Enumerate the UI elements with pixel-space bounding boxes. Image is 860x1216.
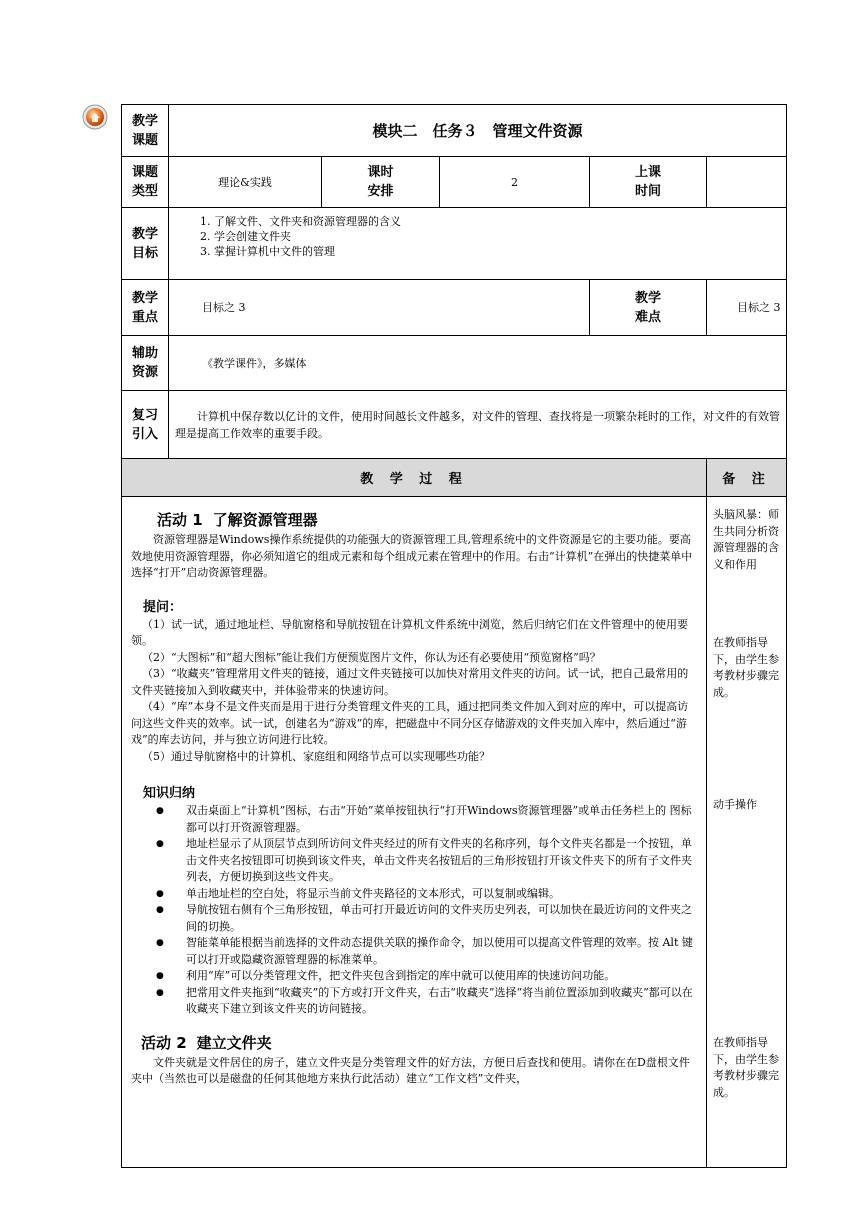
note-item: 动手操作 <box>713 798 757 811</box>
activity-1-intro: 资源管理器是Windows操作系统提供的功能强大的资源管理工具,管理系统中的文件资源是它的主要功能。要高效地使用资源管理器，你必须知道它的组成元素和每个组成元素在管理中的作用。右击“计算机”在弹出的快捷菜单中选择“打开”启动资源管理器。 <box>131 533 693 579</box>
goal-item: 2. 学会创建文件夹 <box>200 230 291 243</box>
bullet-dot-icon: ● <box>156 987 164 998</box>
knowledge-item: ● 地址栏显示了从顶层节点到所访问文件夹经过的所有文件夹的名称序列，每个文件夹名都是一个按钮，单击文件夹名按钮即可切换到该文件夹，单击文件夹名按钮后的三角形按钮打开该文件夹下的所有子文件夹列表，方便切换到这些文件夹。 <box>156 837 692 883</box>
bullet-dot-icon: ● <box>156 938 164 948</box>
hours-value: 2 <box>440 157 590 208</box>
goals-cell <box>169 208 787 280</box>
notes-header: 备 注 <box>707 459 787 497</box>
knowledge-item: ● 利用“库”可以分类管理文件，把文件夹包含到指定的库中就可以使用库的快速访问功能。 <box>131 968 697 985</box>
note-item: 头脑风暴：师生共同分析资源管理器的含义和作用 <box>713 508 779 571</box>
question-item: （2）“大图标”和“超大图标”能让我们方便预览图片文件，你认为还有必要使用“预览窗格”吗？ <box>142 650 601 664</box>
bullet-dot-icon: ● <box>156 806 164 816</box>
knowledge-item: ● 智能菜单能根据当前选择的文件动态提供关联的操作命令，加以使用可以提高文件管理的效率。按 Alt 键可以打开或隐藏资源管理器的标准菜单。 <box>156 936 693 966</box>
knowledge-item: ● 双击桌面上“计算机”图标，右击“开始”菜单按钮执行“打开Windows资源管理器”或单击任务栏上的 图标都可以打开资源管理器。 <box>156 804 692 834</box>
resources-label: 辅助 资源 <box>122 336 169 391</box>
questions-heading: 提问： <box>143 599 183 615</box>
note-item: 在教师指导下，由学生参考教材步骤完成。 <box>713 1036 779 1099</box>
knowledge-item: ● 把常用文件夹拖到“收藏夹”的下方或打开文件夹，右击“收藏夹”选择“将当前位置添加到收藏夹”都可以在收藏夹下建立到该文件夹的访问链接。 <box>156 985 693 1015</box>
focus-label: 教学 重点 <box>122 280 169 336</box>
knowledge-heading: 知识归纳 <box>143 786 196 801</box>
time-value <box>707 157 787 208</box>
goal-item: 3. 掌握计算机中文件的管理 <box>200 245 335 258</box>
goal-item: 1. 了解文件、文件夹和资源管理器的含义 <box>200 215 401 228</box>
knowledge-item: ● 导航按钮右侧有个三角形按钮，单击可打开最近访问的文件夹历史列表，可以加快在最近访问的文件夹之间的切换。 <box>156 903 692 933</box>
review-text: 计算机中保存数以亿计的文件，使用时间越长文件越多，对文件的管理、查找将是一项繁杂耗时的工作，对文件的有效管理是提高工作效率的重要手段。 <box>169 391 787 459</box>
activity-2-heading: 活动 2 建立文件夹 <box>141 1033 272 1052</box>
row-topic <box>122 105 787 157</box>
process-body <box>122 497 707 1168</box>
row-resources <box>122 336 787 391</box>
note-item: 在教师指导下，由学生参考教材步骤完成。 <box>713 636 779 699</box>
row-type <box>122 157 787 208</box>
lesson-plan-table <box>121 104 787 1168</box>
question-item: （1）试一试，通过地址栏、导航窗格和导航按钮在计算机文件系统中浏览，然后归纳它们在文件管理中的使用要领。 <box>131 617 688 647</box>
review-label: 复习 引入 <box>122 391 169 459</box>
activity-1-heading: 活动 1 了解资源管理器 <box>157 511 318 529</box>
bullet-dot-icon: ● <box>156 888 164 899</box>
knowledge-item: ● 单击地址栏的空白处，将显示当前文件夹路径的文本形式，可以复制或编辑。 <box>131 886 697 903</box>
difficulty-label: 教学 难点 <box>590 280 707 336</box>
resources-value: 《教学课件》，多媒体 <box>169 336 787 391</box>
activity-2-intro: 文件夹就是文件居住的房子，建立文件夹是分类管理文件的好方法，方便日后查找和使用。请你在在D盘根文件夹中（当然也可以是磁盘的任何其他地方来执行此活动）建立“工作文档”文件夹， <box>131 1055 690 1085</box>
row-process-header <box>122 459 787 497</box>
bullet-dot-icon: ● <box>156 971 164 981</box>
row-process-body <box>122 497 787 1168</box>
logo-icon <box>82 104 108 130</box>
time-label: 上课 时间 <box>590 157 707 208</box>
knowledge-list <box>131 803 697 1018</box>
bullet-dot-icon: ● <box>156 839 164 849</box>
lesson-title: 模块二 任务３ 管理文件资源 <box>169 105 787 157</box>
focus-value: 目标之 3 <box>169 280 590 336</box>
bullet-dot-icon: ● <box>156 905 164 915</box>
topic-label: 教学 课题 <box>122 105 169 157</box>
row-focus <box>122 280 787 336</box>
question-item: （5）通过导航窗格中的计算机、家庭组和网络节点可以实现哪些功能？ <box>142 749 490 763</box>
hours-label: 课时 安排 <box>322 157 440 208</box>
type-label: 课题 类型 <box>122 157 169 208</box>
goals-label: 教学 目标 <box>122 208 169 280</box>
row-review <box>122 391 787 459</box>
row-goals <box>122 208 787 280</box>
goals-list <box>169 214 786 259</box>
question-item: （3）“收藏夹”管理常用文件夹的链接，通过文件夹链接可以加快对常用文件夹的访问。试一试，把自己最常用的文件夹链接加入到收藏夹中，并体验带来的快速访问。 <box>131 667 689 697</box>
notes-column <box>707 497 787 1168</box>
difficulty-value: 目标之 3 <box>707 280 787 336</box>
type-value: 理论&实践 <box>169 157 322 208</box>
process-header: 教 学 过 程 <box>122 459 707 497</box>
question-item: （4）“库”本身不是文件夹而是用于进行分类管理文件夹的工具，通过把同类文件加入到对应的库中，可以提高访问这些文件夹的效率。试一试，创建名为“游戏”的库，把磁盘中不同分区存储游戏的文件夹加入库中，然后通过“游戏”的库去访问，并与独立访问进行比较。 <box>131 700 689 746</box>
